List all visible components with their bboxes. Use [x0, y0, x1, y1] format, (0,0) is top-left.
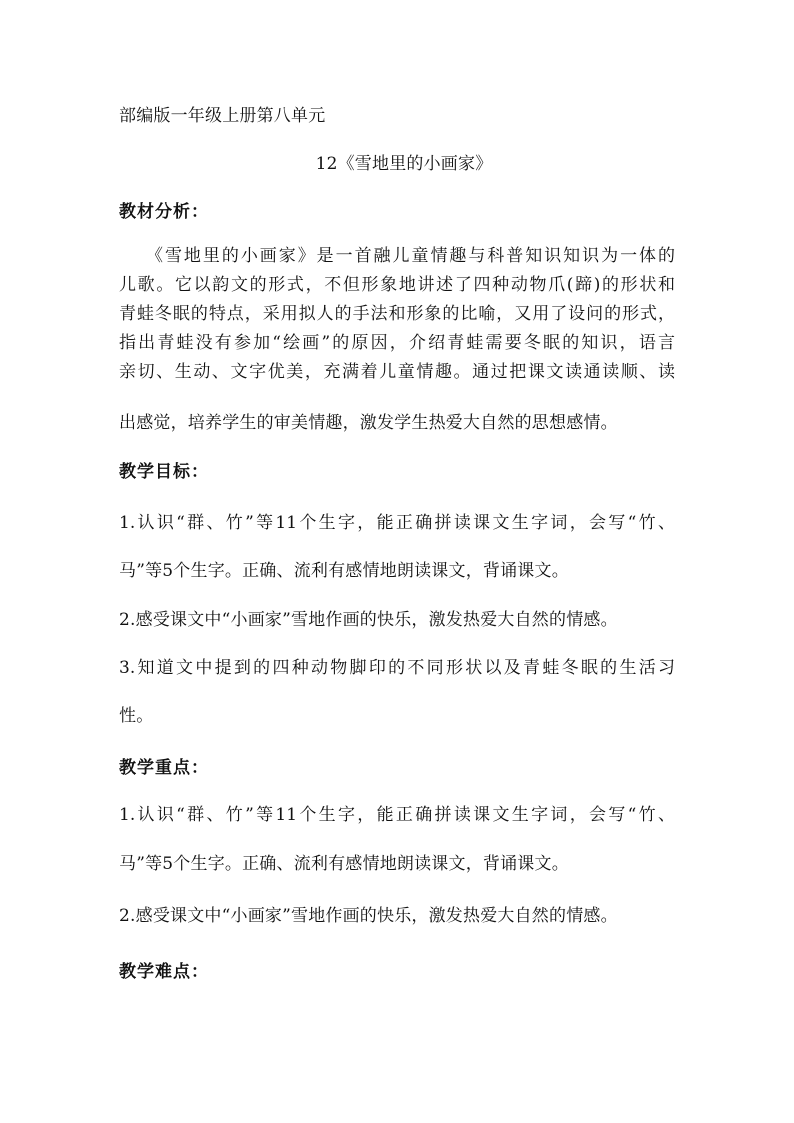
key-line: 1.认识“群、竹”等11个生字，能正确拼读课文生字词，会写“竹、 [119, 805, 675, 825]
goals-line: 性。 [119, 706, 154, 726]
goals-line: 2.感受课文中“小画家”雪地作画的快乐，激发热爱大自然的情感。 [119, 610, 618, 630]
analysis-line: 青蛙冬眠的特点，采用拟人的手法和形象的比喻，又用了设问的形式， [119, 304, 675, 324]
analysis-heading: 教材分析： [119, 202, 209, 222]
analysis-line: 儿歌。它以韵文的形式，不但形象地讲述了四种动物爪(蹄)的形状和 [119, 275, 675, 295]
analysis-line: 亲切、生动、文字优美，充满着儿童情趣。通过把课文读通读顺、读 [119, 362, 675, 382]
goals-line: 1.认识“群、竹”等11个生字，能正确拼读课文生字词，会写“竹、 [119, 513, 675, 533]
analysis-line: 指出青蛙没有参加“绘画”的原因，介绍青蛙需要冬眠的知识，语言 [119, 333, 675, 353]
key-line: 2.感受课文中“小画家”雪地作画的快乐，激发热爱大自然的情感。 [119, 906, 618, 926]
goals-line: 马”等5个生字。正确、流利有感情地朗读课文，背诵课文。 [119, 561, 569, 581]
document-title: 12《雪地里的小画家》 [315, 154, 493, 174]
goals-heading: 教学目标： [119, 462, 209, 482]
key-heading: 教学重点： [119, 758, 209, 778]
analysis-line: 《雪地里的小画家》是一首融儿童情趣与科普知识知识为一体的 [146, 246, 675, 266]
analysis-line: 出感觉，培养学生的审美情趣，激发学生热爱大自然的思想感情。 [119, 413, 618, 433]
key-line: 马”等5个生字。正确、流利有感情地朗读课文，背诵课文。 [119, 854, 569, 874]
document-header: 部编版一年级上册第八单元 [119, 106, 326, 126]
difficulty-heading: 教学难点： [119, 962, 209, 982]
goals-line: 3.知道文中提到的四种动物脚印的不同形状以及青蛙冬眠的生活习 [119, 658, 675, 678]
